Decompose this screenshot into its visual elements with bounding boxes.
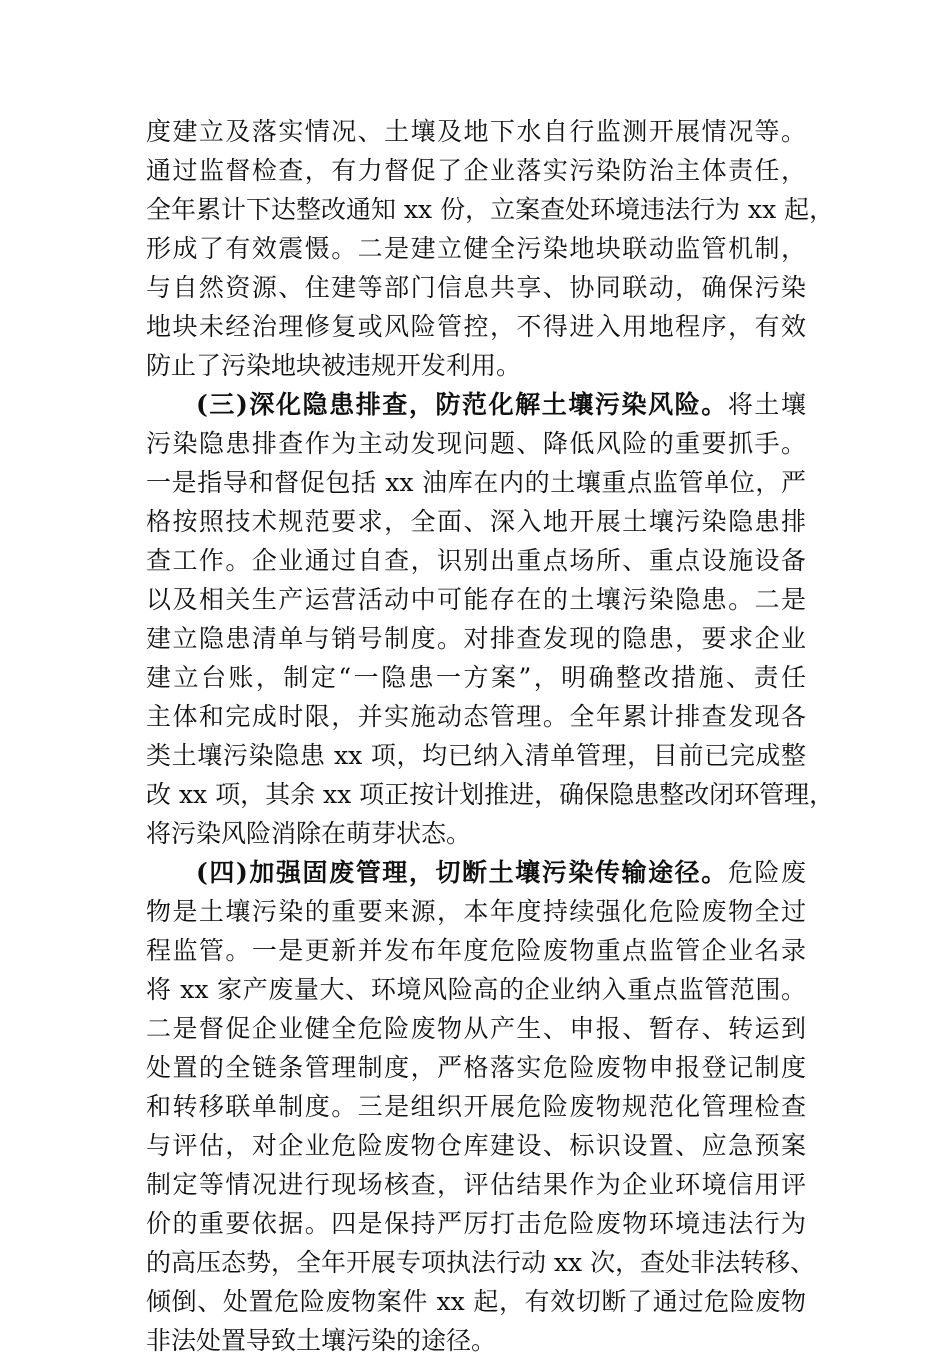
paragraph-first-line (146, 853, 806, 892)
paragraph-line: 防止了污染地块被违规开发利用。 (146, 351, 522, 380)
paragraph-line: 将 xx 家产废量大、环境风险高的企业纳入重点监管范围。 (146, 975, 806, 1004)
paragraph-first-line (146, 385, 806, 424)
paragraph-line: 主体和完成时限，并实施动态管理。全年累计排查发现各 (146, 702, 806, 731)
paragraph-line: 与自然资源、住建等部门信息共享、协同联动，确保污染 (146, 273, 806, 302)
section-heading-3: (三)深化隐患排查，防范化解土壤污染风险。 (196, 390, 728, 419)
paragraph-line: 与评估，对企业危险废物仓库建设、标识设置、应急预案 (146, 1131, 806, 1160)
section-heading-4: (四)加强固废管理，切断土壤污染传输途径。 (196, 858, 728, 887)
paragraph-line: 以及相关生产运营活动中可能存在的土壤污染隐患。二是 (146, 585, 806, 614)
paragraph-line: 格按照技术规范要求，全面、深入地开展土壤污染隐患排 (146, 507, 806, 536)
document-body (146, 112, 835, 1360)
paragraph-line: 建立台账，制定“一隐患一方案”，明确整改措施、责任 (146, 663, 806, 692)
paragraph-line: 查工作。企业通过自查，识别出重点场所、重点设施设备 (146, 546, 806, 575)
paragraph-line: 的高压态势，全年开展专项执法行动 xx 次，查处非法转移、 (146, 1248, 816, 1277)
paragraph-line-rest: 将土壤 (727, 390, 806, 419)
paragraph-line: 二是督促企业健全危险废物从产生、申报、暂存、转运到 (146, 1014, 806, 1043)
paragraph-line: 将污染风险消除在萌芽状态。 (146, 819, 472, 848)
paragraph-2 (146, 385, 835, 853)
paragraph-line: 度建立及落实情况、土壤及地下水自行监测开展情况等。 (146, 117, 806, 146)
paragraph-line: 价的重要依据。四是保持严厉打击危险废物环境违法行为 (146, 1209, 806, 1238)
paragraph-line: 改 xx 项，其余 xx 项正按计划推进，确保隐患整改闭环管理， (146, 780, 835, 809)
paragraph-line: 程监管。一是更新并发布年度危险废物重点监管企业名录 (146, 936, 806, 965)
paragraph-line: 处置的全链条管理制度，严格落实危险废物申报登记制度 (146, 1053, 806, 1082)
paragraph-line: 物是土壤污染的重要来源，本年度持续强化危险废物全过 (146, 897, 806, 926)
paragraph-line: 地块未经治理修复或风险管控，不得进入用地程序，有效 (146, 312, 806, 341)
paragraph-line: 全年累计下达整改通知 xx 份，立案查处环境违法行为 xx 起， (146, 195, 835, 224)
paragraph-line: 类土壤污染隐患 xx 项，均已纳入清单管理，目前已完成整 (146, 741, 806, 770)
paragraph-1 (146, 112, 835, 385)
paragraph-line: 建立隐患清单与销号制度。对排查发现的隐患，要求企业 (146, 624, 806, 653)
paragraph-line: 和转移联单制度。三是组织开展危险废物规范化管理检查 (146, 1092, 806, 1121)
paragraph-line-rest: 危险废 (727, 858, 806, 887)
paragraph-3 (146, 853, 816, 1360)
paragraph-line: 污染隐患排查作为主动发现问题、降低风险的重要抓手。 (146, 429, 806, 458)
paragraph-line: 一是指导和督促包括 xx 油库在内的土壤重点监管单位，严 (146, 468, 806, 497)
paragraph-line: 倾倒、处置危险废物案件 xx 起，有效切断了通过危险废物 (146, 1287, 806, 1316)
paragraph-line: 制定等情况进行现场核查，评估结果作为企业环境信用评 (146, 1170, 806, 1199)
paragraph-line: 非法处置导致土壤污染的途径。 (146, 1326, 497, 1355)
paragraph-line: 通过监督检查，有力督促了企业落实污染防治主体责任， (146, 156, 806, 185)
paragraph-line: 形成了有效震慑。二是建立健全污染地块联动监管机制， (146, 234, 806, 263)
